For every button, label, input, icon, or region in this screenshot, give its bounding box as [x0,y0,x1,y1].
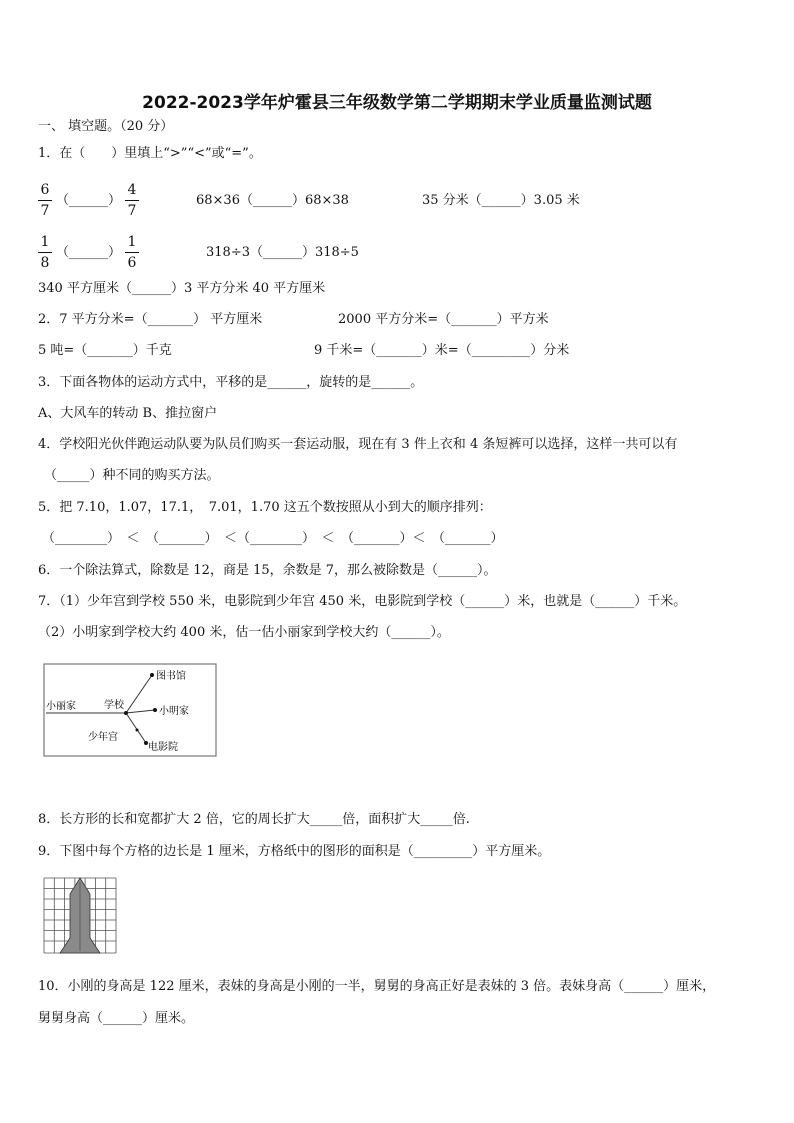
map-label-school: 学校 [104,700,124,711]
question-1-stem: 1．在（ ）里填上“>”“<”或“=”。 [38,146,262,161]
question-3-stem: 3．下面各物体的运动方式中，平移的是______，旋转的是______。 [38,375,424,390]
denominator: 8 [40,255,50,271]
xiaoming-dot [153,708,157,712]
map-label-xiaoli: 小丽家 [46,701,76,712]
youth-palace-dot [136,729,139,732]
map-label-cinema: 电影院 [148,742,178,753]
compare-blank[interactable]: （______） [56,193,122,208]
numerator: 4 [127,182,137,198]
fraction-1-8 [38,234,52,271]
numerator: 1 [40,234,50,250]
question-5-order: （________） ＜ （_______） ＜（________） ＜ （_______）＜ （_______） [42,531,504,546]
compare-blank[interactable]: （______） [56,245,122,260]
question-4-line-2: （_____）种不同的购买方法。 [44,468,220,483]
question-2-d: 9 千米=（_______）米=（_________）分米 [314,343,570,358]
question-2-a: 2．7 平方分米=（_______） 平方厘米 [38,312,263,327]
question-10-line-2: 舅舅身高（______）厘米。 [38,1011,195,1026]
question-5-stem: 5．把 7.10，1.07，17.1， 7.01，1.70 这五个数按照从小到大的顺序排列： [38,500,492,515]
school-dot [124,711,128,715]
question-2-c: 5 吨=（_______）千克 [38,343,172,358]
grid-figure [42,876,118,956]
numerator: 6 [40,182,50,198]
fraction-1-6 [125,234,139,271]
denominator: 7 [127,203,137,219]
section-heading: 一、 填空题。（20 分） [38,119,174,134]
denominator: 7 [40,203,50,219]
location-map [40,660,220,760]
question-1-item-a: 68×36（______）68×38 [196,193,349,208]
fraction-4-7 [125,182,139,219]
map-label-xiaoming: 小明家 [159,706,189,717]
page-title: 2022-2023学年炉霍县三年级数学第二学期期末学业质量监测试题 [142,93,652,113]
question-3-options: A、大风车的转动 B、推拉窗户 [38,406,218,421]
denominator: 6 [127,255,137,271]
question-1-item-c: 318÷3（______）318÷5 [206,245,359,260]
question-4-line-1: 4．学校阳光伙伴跑运动队要为队员们购买一套运动服，现在有 3 件上衣和 4 条短裤可以选择，这样一共可以有 [38,437,678,452]
library-dot [150,673,154,677]
question-1-item-b: 35 分米（______）3.05 米 [422,193,580,208]
map-label-library: 图书馆 [156,671,186,682]
question-7-line-1: 7．（1）少年宫到学校 550 米，电影院到少年宫 450 米，电影院到学校（______）米，也就是（______）千米。 [38,594,687,609]
question-1-item-d: 340 平方厘米（______）3 平方分米 40 平方厘米 [38,281,326,296]
question-10-line-1: 10．小刚的身高是 122 厘米，表妹的身高是小刚的一半，舅舅的身高正好是表妹的 3 倍。表妹身高（______）厘米， [38,979,716,994]
question-6-stem: 6．一个除法算式，除数是 12，商是 15，余数是 7，那么被除数是（______）。 [38,563,497,578]
question-2-b: 2000 平方分米=（_______）平方米 [338,312,549,327]
question-7-line-2: （2）小明家到学校大约 400 米，估一估小丽家到学校大约（______）。 [38,625,450,640]
question-8-stem: 8．长方形的长和宽都扩大 2 倍，它的周长扩大_____倍，面积扩大_____倍. [38,812,470,827]
fraction-6-7 [38,182,52,219]
map-label-youth-palace: 少年宫 [88,732,118,743]
numerator: 1 [127,234,137,250]
question-9-stem: 9．下图中每个方格的边长是 1 厘米，方格纸中的图形的面积是（_________）平方厘米。 [38,844,551,859]
